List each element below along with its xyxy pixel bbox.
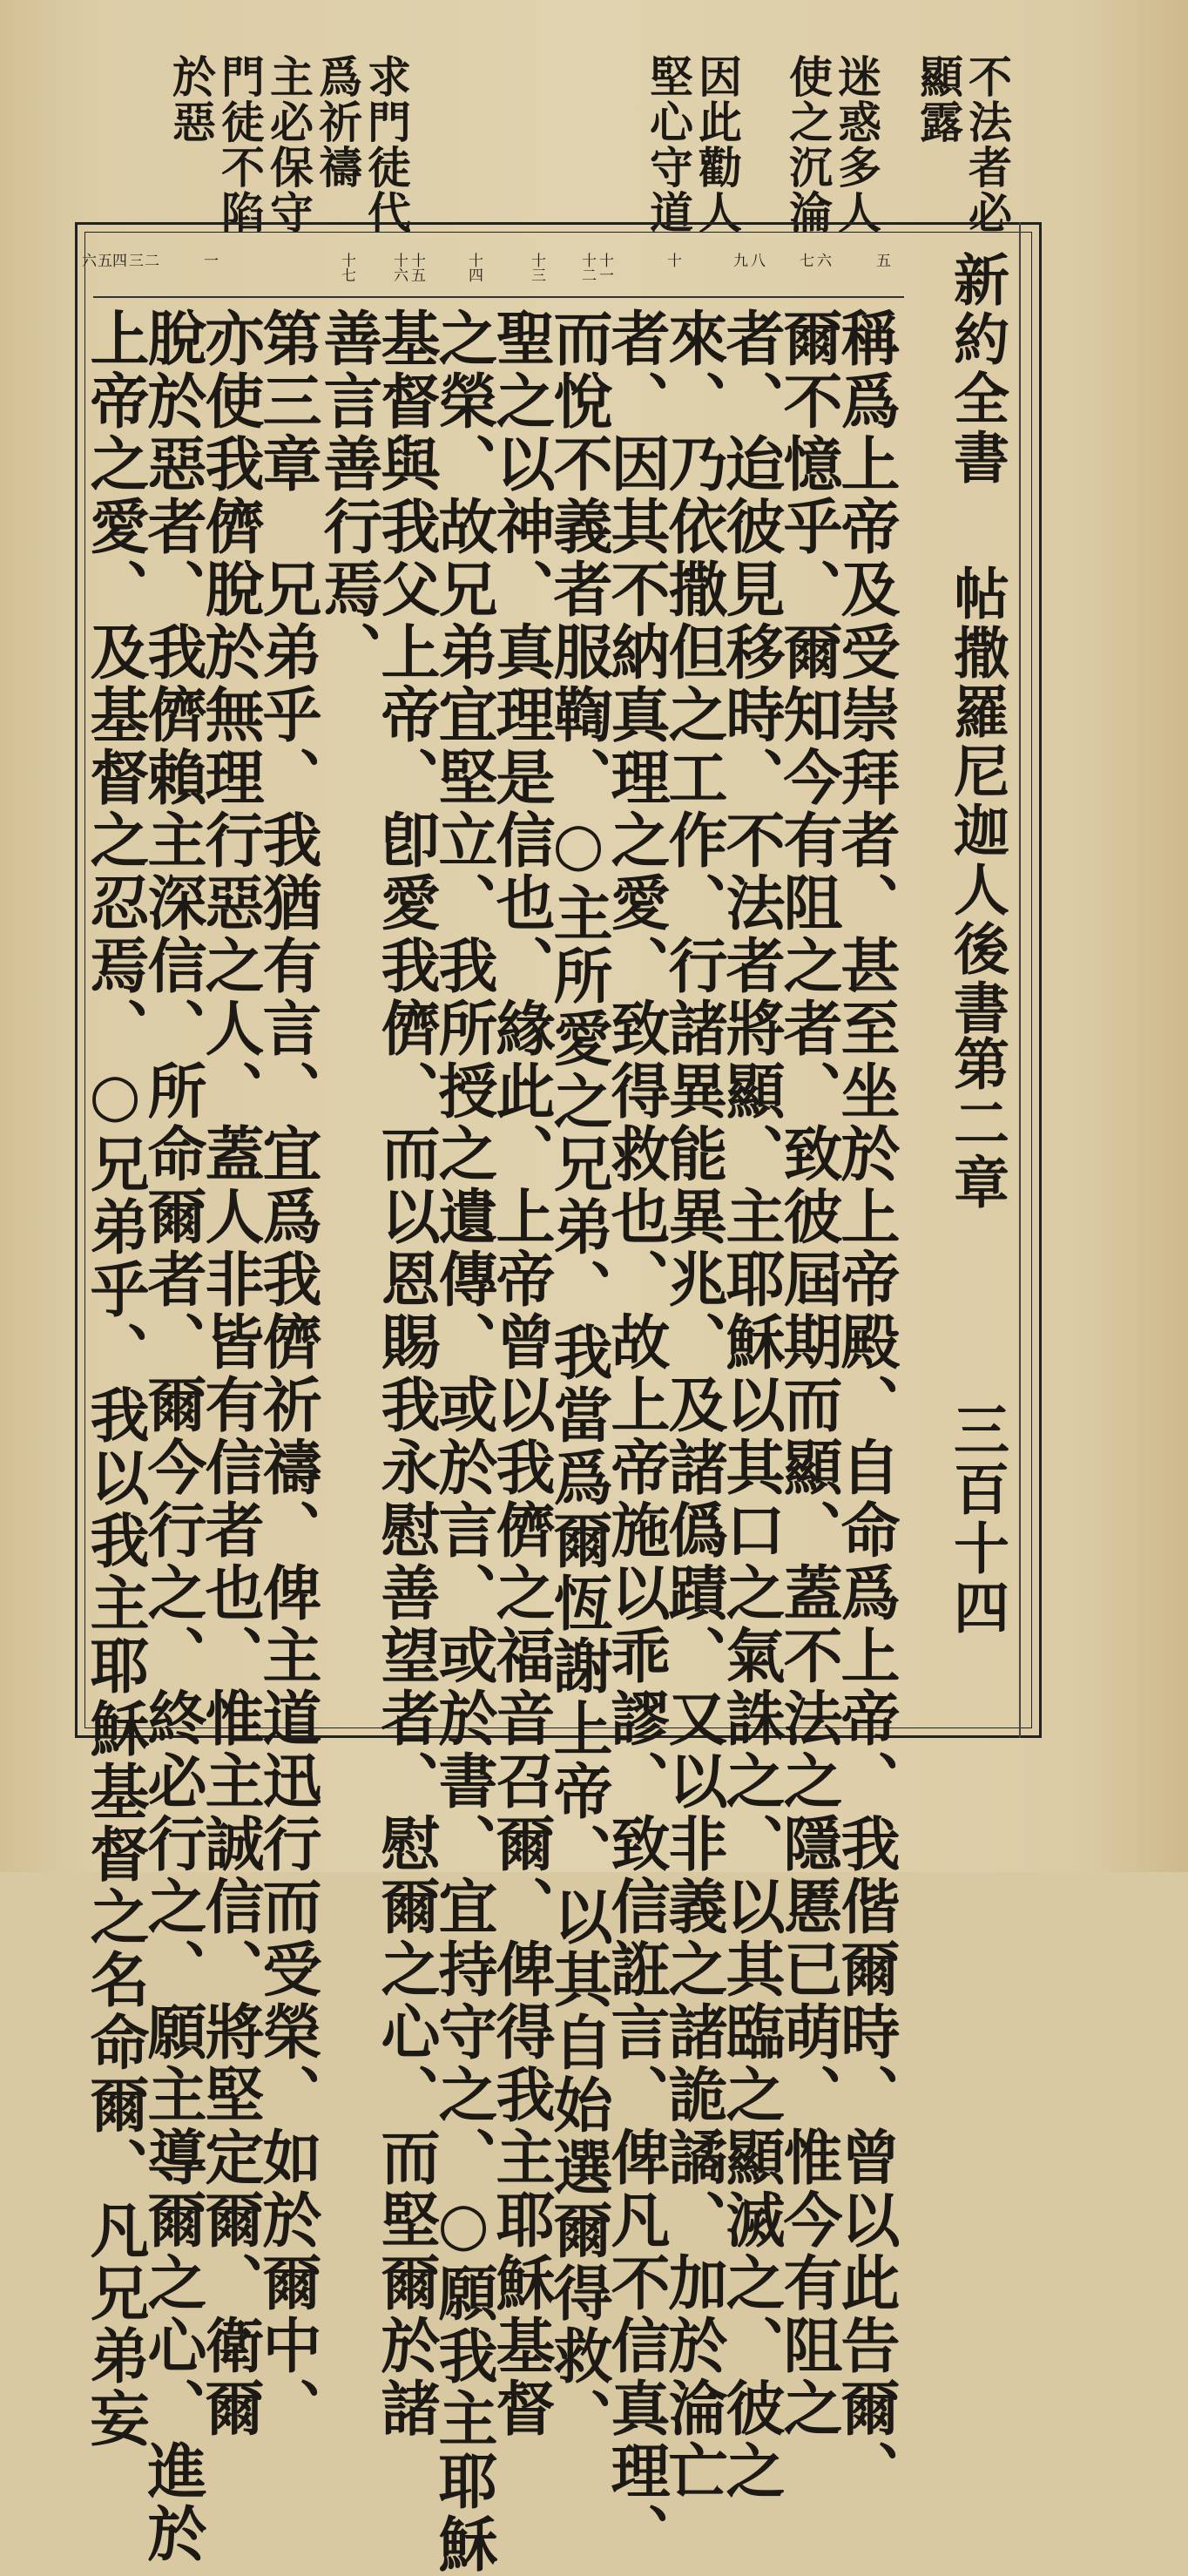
page-number: 三百十四	[944, 1401, 1009, 1638]
text-column: 而悅不義者服鞫、○主所愛之兄弟、我當爲爾恆謝上帝、以其自始選爾得救、	[543, 308, 613, 2451]
marginal-note: 於惡	[165, 54, 217, 145]
text-column: 稱爲上帝及受崇拜者、甚至坐於上帝殿、自命爲上帝、我偕爾時、曾以此告爾、	[831, 308, 901, 2503]
marginal-note: 迷惑多人	[831, 54, 882, 235]
text-column: 者、迨彼見移時、不法者將顯、主耶穌以其口之氣誅之、以其臨之顯滅之、彼之	[716, 308, 786, 2503]
running-header	[917, 251, 1009, 1732]
text-frame	[75, 222, 1042, 2576]
marginal-note: 主必保守	[263, 54, 314, 235]
text-column: 脫於惡者、我儕賴主深信、所命爾者、爾今行之、終必行之、願主導爾之心、進於	[138, 308, 207, 2566]
verse-number: 一	[200, 253, 218, 267]
verse-number: 十六	[390, 253, 408, 282]
marginal-note: 堅心守道	[643, 54, 694, 235]
chapter-label: 第二章	[944, 1035, 1009, 1213]
marginal-notes	[157, 54, 1013, 235]
marginal-note: 求門徒代	[361, 54, 412, 235]
text-column: 第三章 兄弟乎、我猶有言、宜爲我儕祈禱、俾主道迅行而受榮、如於爾中、	[253, 308, 322, 2440]
epistle-title: 帖撒羅尼迦人後書	[944, 565, 1009, 1038]
verse-number: 八	[747, 253, 765, 267]
verse-number: 十三	[528, 253, 545, 282]
marginal-note: 因此勸人	[692, 54, 743, 235]
verse-number: 四	[109, 253, 126, 267]
verse-number: 三	[125, 253, 143, 267]
text-column: 聖之以神、真理是信也、緣此、上帝曾以我儕之福音召爾、俾得我主耶穌基督	[486, 308, 556, 2440]
text-column: 上帝之愛、及基督之忍焉、○兄弟乎、我以我主耶穌基督之名命爾、凡兄弟妄	[80, 308, 150, 2451]
marginal-note: 爲祈禱	[312, 54, 363, 190]
marginal-note: 使之沉淪	[782, 54, 834, 235]
verse-number: 十一	[596, 253, 613, 282]
book-title: 新約全書	[944, 251, 1009, 488]
marginal-note: 顯露	[913, 54, 964, 145]
verse-number-strip	[78, 244, 904, 298]
verse-number: 十五	[408, 253, 425, 282]
marginal-note: 門徒不陷	[214, 54, 266, 235]
text-column: 之榮、故兄弟宜堅立、我所授之遺傳、或於言、或於書、宜持守之、○願我主耶穌	[429, 308, 498, 2576]
verse-number: 十七	[338, 253, 355, 282]
text-column: 善言善行焉、	[314, 308, 383, 684]
verse-number: 十二	[578, 253, 596, 282]
header-divider	[1019, 222, 1021, 1738]
verse-number: 五	[873, 253, 890, 267]
text-column: 基督與我父上帝、卽愛我儕、而以恩賜我永慰善望者、慰爾之心、而堅爾於諸	[371, 308, 441, 2440]
verse-number: 六	[78, 253, 96, 267]
verse-number: 二	[141, 253, 159, 267]
verse-number: 九	[730, 253, 747, 267]
verse-number: 十四	[465, 253, 483, 282]
marginal-note: 不法者必	[962, 54, 1013, 235]
text-column: 爾不憶乎、爾知今有阻之者、致彼屆期而顯、蓋不法之隱慝已萌、惟今有阻之	[773, 308, 843, 2440]
verse-number: 十	[664, 253, 681, 267]
verse-number: 五	[94, 253, 111, 267]
verse-number: 六	[813, 253, 831, 267]
text-column: 亦使我儕脫於無理行惡之人、蓋人非皆有信者也、惟主誠信、將堅定爾、衛爾	[195, 308, 265, 2440]
scripture-text	[80, 308, 901, 2576]
text-column: 來、乃依撒但之工作、行諸異能異兆、及諸僞蹟、又以非義之諸詭譎、加於淪亡	[658, 308, 728, 2503]
verse-number: 七	[796, 253, 813, 267]
text-column: 者、因其不納真理之愛、致得救也、故上帝施以乖謬、致信誑言、俾凡不信真理、	[601, 308, 671, 2566]
